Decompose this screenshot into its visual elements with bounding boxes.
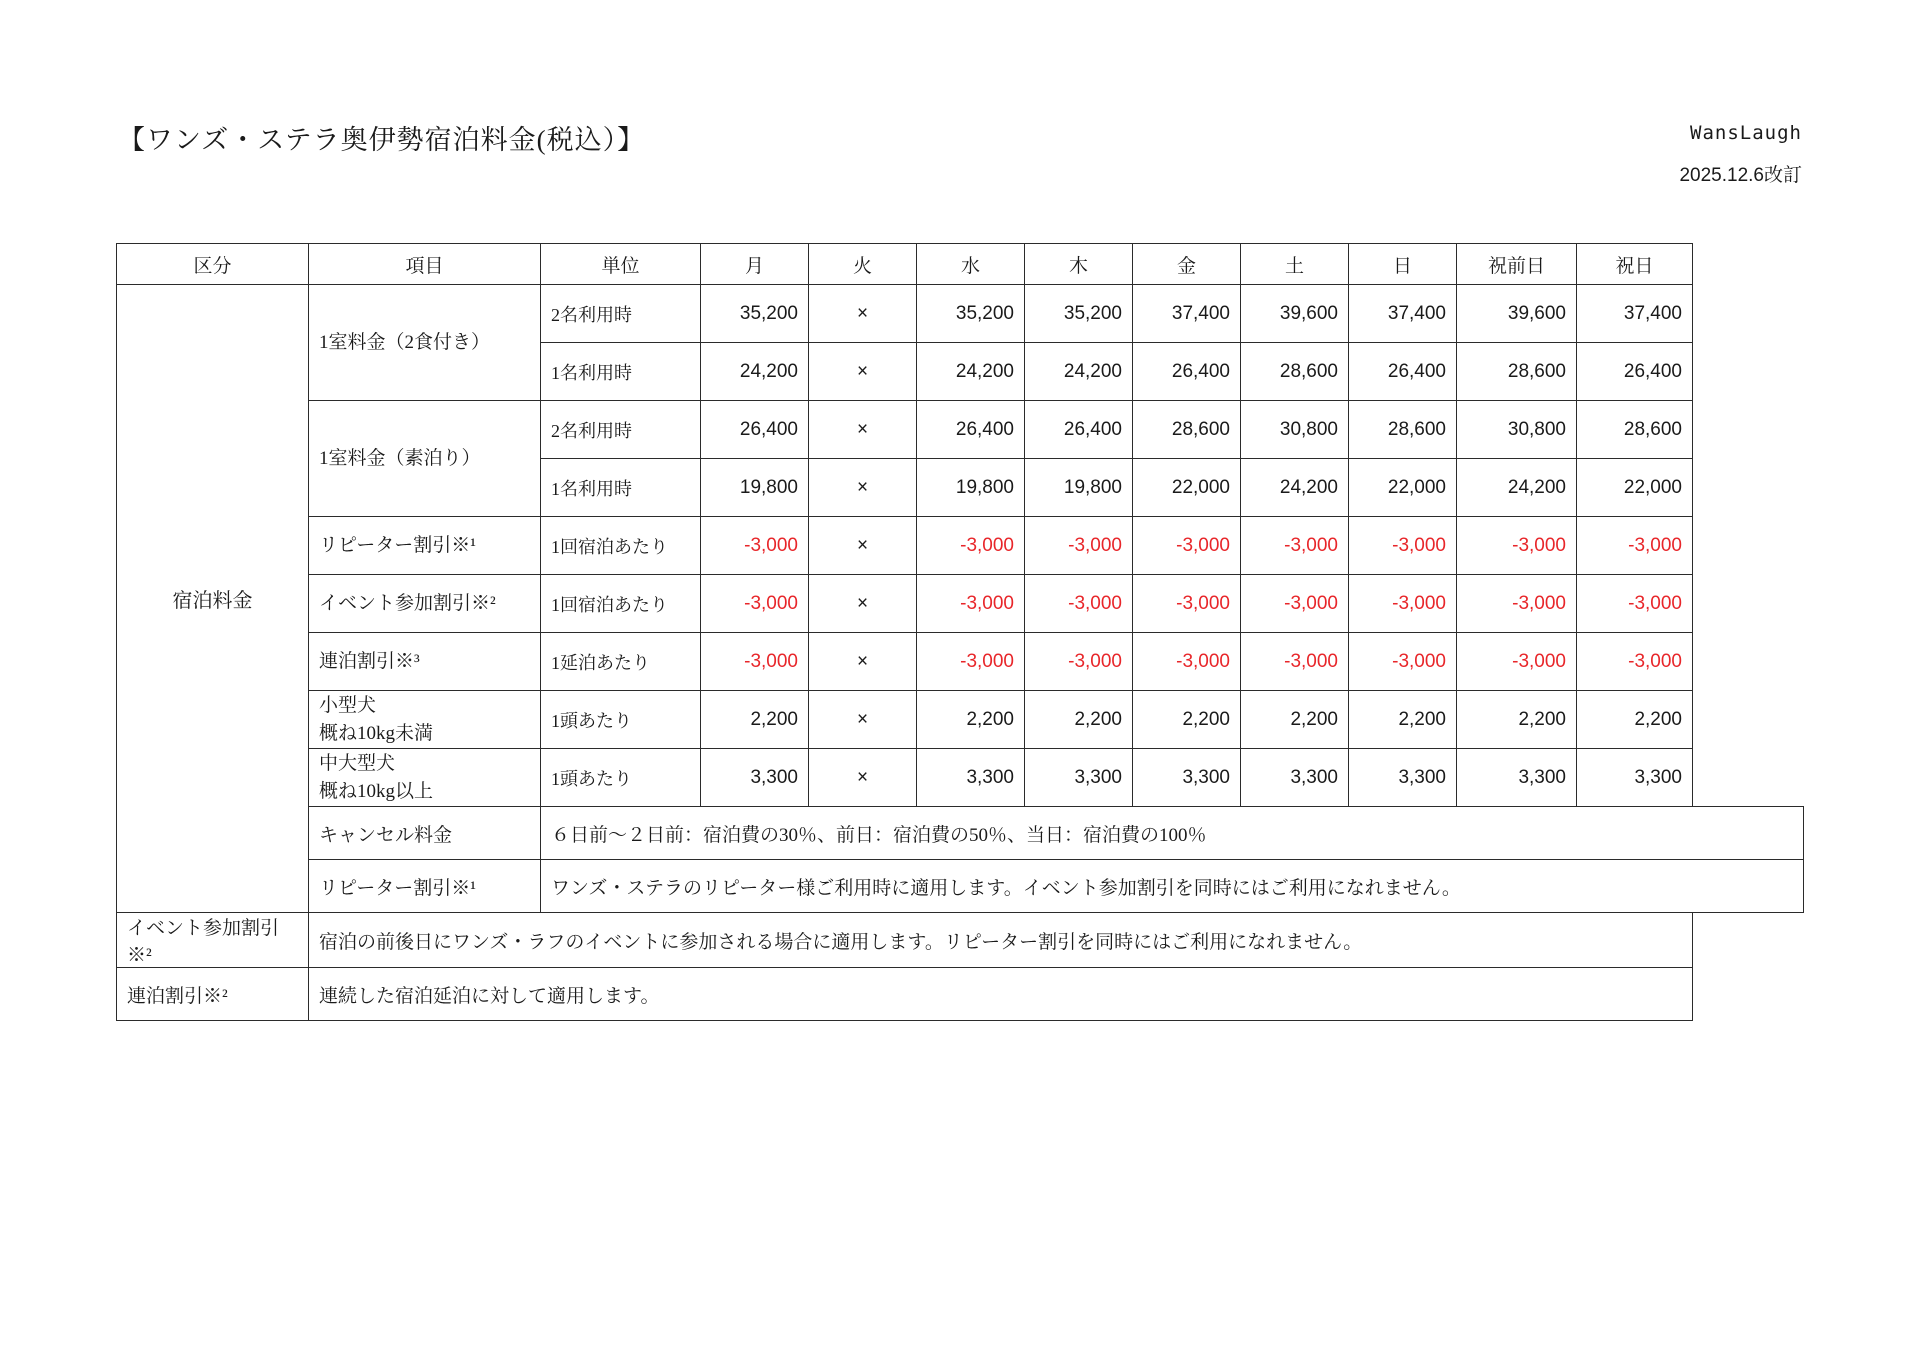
price-wed: -3,000 <box>917 633 1025 691</box>
price-holiday: 28,600 <box>1577 401 1693 459</box>
price-preholiday: 39,600 <box>1457 285 1577 343</box>
price-fri: -3,000 <box>1133 633 1241 691</box>
note-label: 連泊割引※² <box>117 968 309 1021</box>
price-thu: 3,300 <box>1025 749 1133 807</box>
price-sun: 37,400 <box>1349 285 1457 343</box>
col-header-sun: 日 <box>1349 244 1457 285</box>
price-preholiday: 24,200 <box>1457 459 1577 517</box>
price-fri: 22,000 <box>1133 459 1241 517</box>
note-text: ワンズ・ステラのリピーター様ご利用時に適用します。イベント参加割引を同時にはご利用になれません。 <box>541 860 1804 913</box>
item-label-large-dog <box>309 749 541 807</box>
table-row <box>117 517 1804 575</box>
price-wed: 26,400 <box>917 401 1025 459</box>
price-thu: -3,000 <box>1025 633 1133 691</box>
price-tue: × <box>809 691 917 749</box>
price-holiday: -3,000 <box>1577 575 1693 633</box>
price-mon: 19,800 <box>701 459 809 517</box>
price-sun: 2,200 <box>1349 691 1457 749</box>
price-tue: × <box>809 749 917 807</box>
row-unit-label: 1名利用時 <box>541 459 701 517</box>
group-label-with-meals: 1室料金（2食付き） <box>309 285 541 401</box>
table-row <box>117 575 1804 633</box>
price-sat: 28,600 <box>1241 343 1349 401</box>
note-label: リピーター割引※¹ <box>309 860 541 913</box>
price-mon: 3,300 <box>701 749 809 807</box>
price-sat: 24,200 <box>1241 459 1349 517</box>
price-holiday: 22,000 <box>1577 459 1693 517</box>
document-header <box>0 118 1920 198</box>
price-mon: -3,000 <box>701 517 809 575</box>
row-unit-label: 1回宿泊あたり <box>541 517 701 575</box>
price-fri: 26,400 <box>1133 343 1241 401</box>
price-sun: 26,400 <box>1349 343 1457 401</box>
price-fri: -3,000 <box>1133 575 1241 633</box>
col-header-mon: 月 <box>701 244 809 285</box>
price-mon: -3,000 <box>701 575 809 633</box>
price-mon: 26,400 <box>701 401 809 459</box>
price-holiday: 26,400 <box>1577 343 1693 401</box>
price-sun: 3,300 <box>1349 749 1457 807</box>
row-unit-label: 1頭あたり <box>541 691 701 749</box>
price-tue: × <box>809 401 917 459</box>
item-label-repeater-discount: リピーター割引※¹ <box>309 517 541 575</box>
price-wed: 2,200 <box>917 691 1025 749</box>
item-label-consecutive-discount: 連泊割引※³ <box>309 633 541 691</box>
table-row <box>117 401 1804 459</box>
price-mon: 35,200 <box>701 285 809 343</box>
page-title: 【ワンズ・ステラ奥伊勢宿泊料金(税込）】 <box>118 125 646 155</box>
table-row <box>117 285 1804 343</box>
note-text: ６日前〜２日前：宿泊費の30％、前日：宿泊費の50％、当日：宿泊費の100％ <box>541 807 1804 860</box>
price-sun: 28,600 <box>1349 401 1457 459</box>
row-unit-label: 2名利用時 <box>541 285 701 343</box>
note-label: イベント参加割引※² <box>117 913 309 968</box>
table-row <box>117 749 1804 807</box>
price-fri: -3,000 <box>1133 517 1241 575</box>
price-preholiday: -3,000 <box>1457 575 1577 633</box>
row-unit-label: 1名利用時 <box>541 343 701 401</box>
price-wed: -3,000 <box>917 575 1025 633</box>
col-header-item: 項目 <box>309 244 541 285</box>
price-holiday: -3,000 <box>1577 633 1693 691</box>
col-header-tue: 火 <box>809 244 917 285</box>
price-tue: × <box>809 517 917 575</box>
price-tue: × <box>809 285 917 343</box>
note-text: 連続した宿泊延泊に対して適用します。 <box>309 968 1693 1021</box>
price-sun: -3,000 <box>1349 517 1457 575</box>
price-thu: -3,000 <box>1025 517 1133 575</box>
row-unit-label: 1延泊あたり <box>541 633 701 691</box>
price-thu: -3,000 <box>1025 575 1133 633</box>
price-holiday: -3,000 <box>1577 517 1693 575</box>
item-label-small-dog <box>309 691 541 749</box>
brand-name: WansLaugh <box>1690 122 1802 144</box>
col-header-sat: 土 <box>1241 244 1349 285</box>
price-fri: 37,400 <box>1133 285 1241 343</box>
price-preholiday: 28,600 <box>1457 343 1577 401</box>
price-preholiday: 30,800 <box>1457 401 1577 459</box>
small-dog-subtitle: 概ね10kg未満 <box>319 722 434 744</box>
col-header-fri: 金 <box>1133 244 1241 285</box>
item-label-event-discount: イベント参加割引※² <box>309 575 541 633</box>
revision-date: 2025.12.6改訂 <box>1679 165 1802 186</box>
price-thu: 19,800 <box>1025 459 1133 517</box>
note-label: キャンセル料金 <box>309 807 541 860</box>
price-tue: × <box>809 633 917 691</box>
col-header-holiday: 祝日 <box>1577 244 1693 285</box>
table-row <box>117 691 1804 749</box>
price-wed: 19,800 <box>917 459 1025 517</box>
price-thu: 24,200 <box>1025 343 1133 401</box>
price-wed: -3,000 <box>917 517 1025 575</box>
price-holiday: 37,400 <box>1577 285 1693 343</box>
price-preholiday: 2,200 <box>1457 691 1577 749</box>
col-header-thu: 木 <box>1025 244 1133 285</box>
price-fri: 3,300 <box>1133 749 1241 807</box>
price-tue: × <box>809 343 917 401</box>
col-header-preholiday: 祝前日 <box>1457 244 1577 285</box>
price-sun: 22,000 <box>1349 459 1457 517</box>
price-mon: -3,000 <box>701 633 809 691</box>
price-mon: 24,200 <box>701 343 809 401</box>
note-row-event <box>117 913 1804 968</box>
price-sat: 3,300 <box>1241 749 1349 807</box>
col-header-unit: 単位 <box>541 244 701 285</box>
price-thu: 2,200 <box>1025 691 1133 749</box>
price-thu: 35,200 <box>1025 285 1133 343</box>
group-label-room-only: 1室料金（素泊り） <box>309 401 541 517</box>
row-unit-label: 1回宿泊あたり <box>541 575 701 633</box>
large-dog-subtitle: 概ね10kg以上 <box>319 780 434 802</box>
note-row-repeater <box>117 860 1804 913</box>
price-holiday: 3,300 <box>1577 749 1693 807</box>
price-sat: -3,000 <box>1241 575 1349 633</box>
price-sat: -3,000 <box>1241 517 1349 575</box>
price-holiday: 2,200 <box>1577 691 1693 749</box>
small-dog-title: 小型犬 <box>319 694 377 716</box>
row-unit-label: 2名利用時 <box>541 401 701 459</box>
price-wed: 24,200 <box>917 343 1025 401</box>
price-tue: × <box>809 459 917 517</box>
large-dog-title: 中大型犬 <box>319 752 396 774</box>
row-unit-label: 1頭あたり <box>541 749 701 807</box>
price-thu: 26,400 <box>1025 401 1133 459</box>
col-header-wed: 水 <box>917 244 1025 285</box>
price-preholiday: -3,000 <box>1457 633 1577 691</box>
price-sat: -3,000 <box>1241 633 1349 691</box>
col-header-kubun: 区分 <box>117 244 309 285</box>
section-label-accommodation: 宿泊料金 <box>117 285 309 913</box>
price-preholiday: 3,300 <box>1457 749 1577 807</box>
price-preholiday: -3,000 <box>1457 517 1577 575</box>
price-sun: -3,000 <box>1349 575 1457 633</box>
price-sat: 2,200 <box>1241 691 1349 749</box>
price-sat: 39,600 <box>1241 285 1349 343</box>
price-tue: × <box>809 575 917 633</box>
price-wed: 35,200 <box>917 285 1025 343</box>
price-fri: 28,600 <box>1133 401 1241 459</box>
note-text: 宿泊の前後日にワンズ・ラフのイベントに参加される場合に適用します。リピーター割引を同時にはご利用になれません。 <box>309 913 1693 968</box>
price-wed: 3,300 <box>917 749 1025 807</box>
price-mon: 2,200 <box>701 691 809 749</box>
price-sat: 30,800 <box>1241 401 1349 459</box>
rates-table <box>116 243 1804 1021</box>
table-row <box>117 633 1804 691</box>
table-header-row <box>117 244 1804 285</box>
note-row-consecutive <box>117 968 1804 1021</box>
note-row-cancellation <box>117 807 1804 860</box>
price-fri: 2,200 <box>1133 691 1241 749</box>
price-sun: -3,000 <box>1349 633 1457 691</box>
